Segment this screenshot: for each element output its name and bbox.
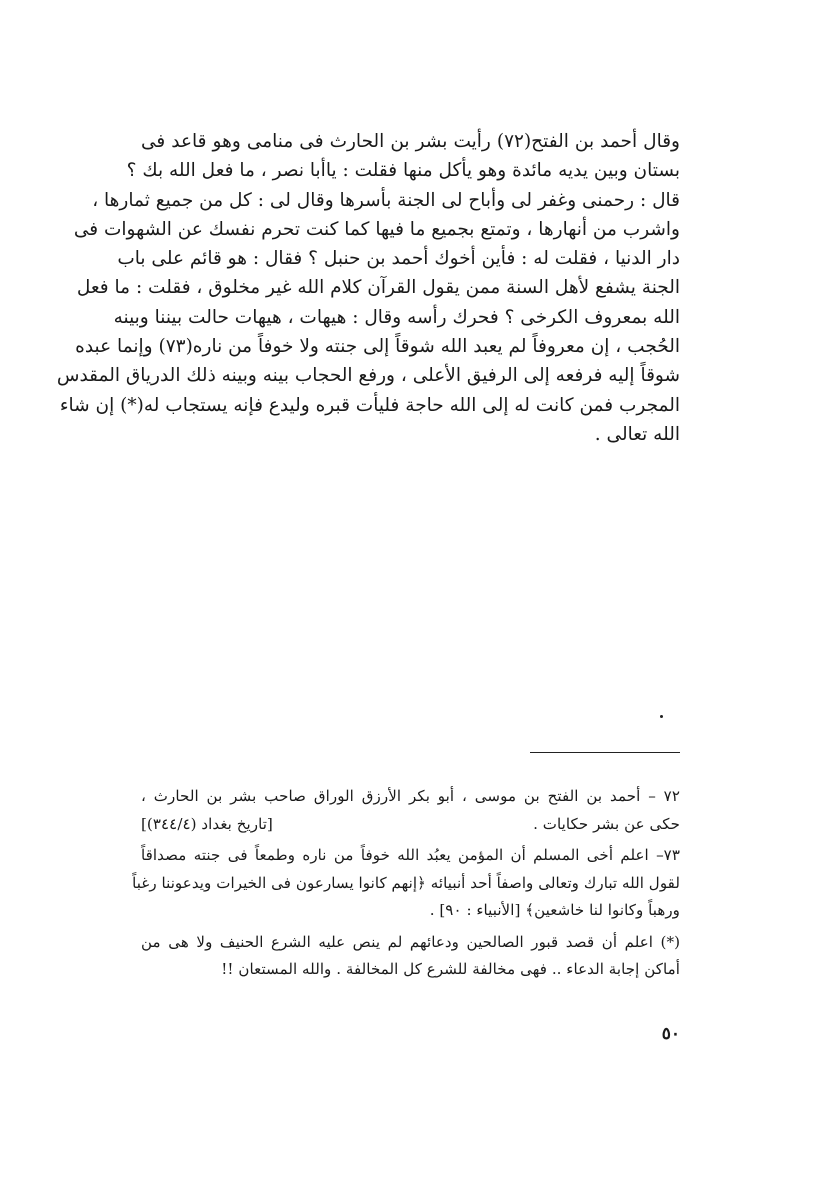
text-line: شوقاً إليه فرفعه إلى الرفيق الأعلى ، ورفع الحجاب بينه وبينه ذلك الدرياق المقدس [56, 365, 680, 387]
footnote-line: حكى عن بشر حكايات . [533, 814, 680, 833]
text-line: واشرب من أنهارها ، وتمتع بجميع ما فيها كما كنت تحرم نفسك عن الشهوات فى [73, 218, 680, 240]
text-line: الجنة يشفع لأهل السنة ممن يقول القرآن كلام الله غير مخلوق ، فقلت : ما فعل [76, 277, 680, 299]
text-line: بستان وبين يديه مائدة وهو يأكل منها فقلت : ياأبا نصر ، ما فعل الله بك ؟ [126, 160, 680, 182]
footnote-star [141, 929, 680, 984]
footnote-line: لقول الله تبارك وتعالى واصفاً أحد أنبيائه ﴿إنهم كانوا يسارعون فى الخيرات ويدعوننا رغباً [132, 873, 680, 892]
footnote-73 [132, 842, 680, 925]
footnotes [132, 783, 680, 988]
page-number: ٥٠ [661, 1024, 680, 1044]
footnote-line: ٧٢ – أحمد بن الفتح بن موسى ، أبو بكر الأرزق الوراق صاحب بشر بن الحارث ، [141, 787, 680, 805]
stray-dot [660, 715, 663, 718]
text-line: الله بمعروف الكرخى ؟ فحرك رأسه وقال : هيهات ، هيهات حالت بيننا وبينه [113, 306, 680, 328]
footnote-ref-row [141, 811, 680, 839]
footnote-line: ورهباً وكانوا لنا خاشعين﴾ [الأنبياء : ٩٠] . [429, 901, 680, 919]
main-paragraph [56, 127, 680, 449]
text-line: دار الدنيا ، فقلت له : فأين أخوك أحمد بن حنبل ؟ فقال : هو قائم على باب [117, 248, 680, 270]
text-line: المجرب فمن كانت له إلى الله حاجة فليأت قبره وليدع فإنه يستجاب له(*) إن شاء [59, 394, 680, 416]
text-line: وقال أحمد بن الفتح(٧٢) رأيت بشر بن الحارث فى منامى وهو قاعد فى [141, 131, 680, 152]
footnote-72 [141, 783, 680, 838]
text-line: قال : رحمنى وغفر لى وأباح لى الجنة بأسرها وقال لى : كل من جميع ثمارها ، [92, 189, 680, 211]
text-line: الله تعالى . [594, 423, 680, 445]
footnote-separator [530, 752, 680, 753]
text-line: الحُجب ، إن معروفاً لم يعبد الله شوقاً إلى جنته ولا خوفاً من ناره(٧٣) وإنما عبده [75, 336, 680, 358]
footnote-reference: [تاريخ بغداد (٣٤٤/٤)] [141, 814, 273, 833]
footnote-line: (*) اعلم أن قصد قبور الصالحين ودعائهم لم ينص عليه الشرع الحنيف ولا هى من [141, 932, 680, 951]
footnote-line: أماكن إجابة الدعاء .. فهى مخالفة للشرع كل المخالفة . والله المستعان !! [221, 960, 680, 978]
footnote-line: ٧٣– اعلم أخى المسلم أن المؤمن يعبُد الله خوفاً من ناره وطمعاً فى جنته مصداقاً [141, 846, 680, 864]
